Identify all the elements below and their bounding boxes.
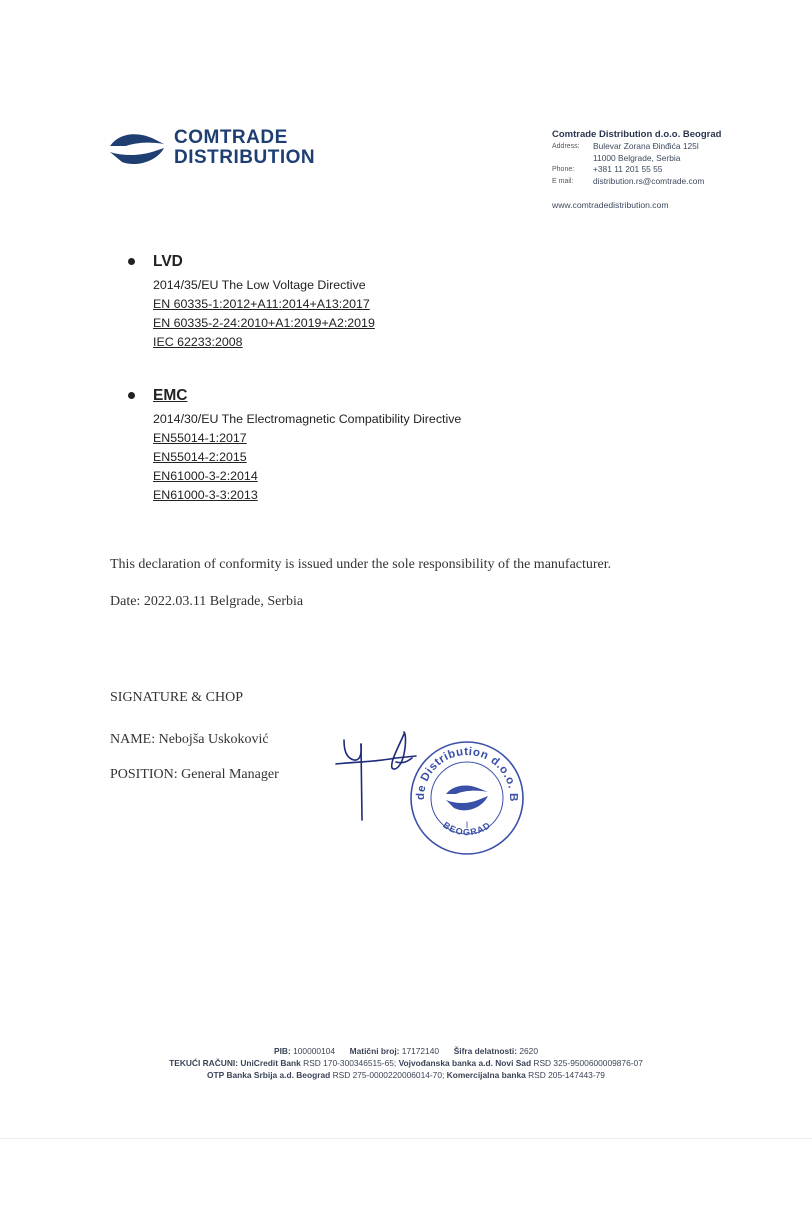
accounts-label: TEKUĆI RAČUNI: <box>169 1058 238 1068</box>
address-line-1: Bulevar Zorana Đinđića 125l <box>593 141 699 152</box>
pib-label: PIB: <box>274 1046 291 1056</box>
company-contact <box>552 129 802 211</box>
stamp-bottom-text: BEOGRAD <box>441 819 493 838</box>
address-row <box>552 141 802 152</box>
sifra-value: 2620 <box>519 1046 538 1056</box>
stamp-seal-icon <box>402 728 532 858</box>
pib-value: 100000104 <box>293 1046 336 1056</box>
emc-directive: 2014/30/EU The Electromagnetic Compatibility Directive <box>153 412 462 426</box>
footer-line-3 <box>60 1069 752 1081</box>
mb-label: Matični broj: <box>349 1046 400 1056</box>
stamp-mark: I <box>465 820 469 830</box>
emc-heading: EMC <box>153 387 188 404</box>
declaration-statement: This declaration of conformity is issued under the sole responsibility of the manufacturer. <box>110 557 612 572</box>
stamp-text: de Distribution d.o.o. B <box>414 745 520 803</box>
company-logo <box>108 128 328 178</box>
emc-lines <box>153 410 461 505</box>
date-line: Date: 2022.03.11 Belgrade, Serbia <box>110 594 304 609</box>
email-value: distribution.rs@comtrade.com <box>593 175 705 186</box>
bullet-icon <box>128 258 135 265</box>
emc-standard: EN61000-3-2:2014 <box>153 469 258 483</box>
lvd-section <box>128 253 548 353</box>
lvd-heading: LVD <box>153 253 183 270</box>
footer <box>60 1045 752 1081</box>
email-label: E mail: <box>552 177 574 185</box>
bullet-icon <box>128 392 135 399</box>
comtrade-swoosh-icon <box>108 130 166 170</box>
emc-standard: EN55014-2:2015 <box>153 450 247 464</box>
signature-label: SIGNATURE & CHOP <box>110 690 244 705</box>
lvd-lines <box>153 276 375 352</box>
bank-1-account: RSD 170-300346515-65; <box>303 1058 397 1068</box>
company-stamp <box>402 728 532 863</box>
bank-4: Komercijalna banka <box>446 1070 526 1080</box>
bank-2-account: RSD 325-9500600009876-07 <box>533 1058 643 1068</box>
logo-line-1: COMTRADE <box>174 127 288 148</box>
footer-line-1 <box>60 1045 752 1057</box>
bank-3-account: RSD 275-0000220006014-70; <box>332 1070 445 1080</box>
footer-line-2 <box>60 1057 752 1069</box>
lvd-standard: EN 60335-2-24:2010+A1:2019+A2:2019 <box>153 316 375 330</box>
logo-line-2: DISTRIBUTION <box>174 147 316 168</box>
position-line: POSITION: General Manager <box>110 767 279 782</box>
address-label: Address: <box>552 143 580 151</box>
website: www.comtradedistribution.com <box>552 200 669 211</box>
lvd-directive: 2014/35/EU The Low Voltage Directive <box>153 278 366 292</box>
bank-3: OTP Banka Srbija a.d. Beograd <box>207 1070 331 1080</box>
lvd-standard: EN 60335-1:2012+A11:2014+A13:2017 <box>153 297 370 311</box>
mb-value: 17172140 <box>401 1046 440 1056</box>
bank-4-account: RSD 205-147443-79 <box>528 1070 605 1080</box>
email-row <box>552 176 802 187</box>
emc-standard: EN55014-1:2017 <box>153 431 247 445</box>
emc-standard: EN61000-3-3:2013 <box>153 488 258 502</box>
address-line-2: 11000 Belgrade, Serbia <box>593 152 681 163</box>
phone-row <box>552 164 802 175</box>
emc-section <box>128 387 548 507</box>
address-row-2 <box>552 153 802 164</box>
bank-2: Vojvođanska banka a.d. Novi Sad <box>398 1058 532 1068</box>
scan-edge-divider <box>0 1138 812 1139</box>
sifra-label: Šifra delatnosti: <box>453 1046 518 1056</box>
bank-1: UniCredit Bank <box>240 1058 301 1068</box>
lvd-standard: IEC 62233:2008 <box>153 335 243 349</box>
phone-value: +381 11 201 55 55 <box>593 164 663 175</box>
company-name: Comtrade Distribution d.o.o. Beograd <box>552 129 722 140</box>
logo-wordmark <box>174 128 315 168</box>
phone-label: Phone: <box>552 166 575 174</box>
name-line: NAME: Nebojša Uskoković <box>110 732 269 747</box>
